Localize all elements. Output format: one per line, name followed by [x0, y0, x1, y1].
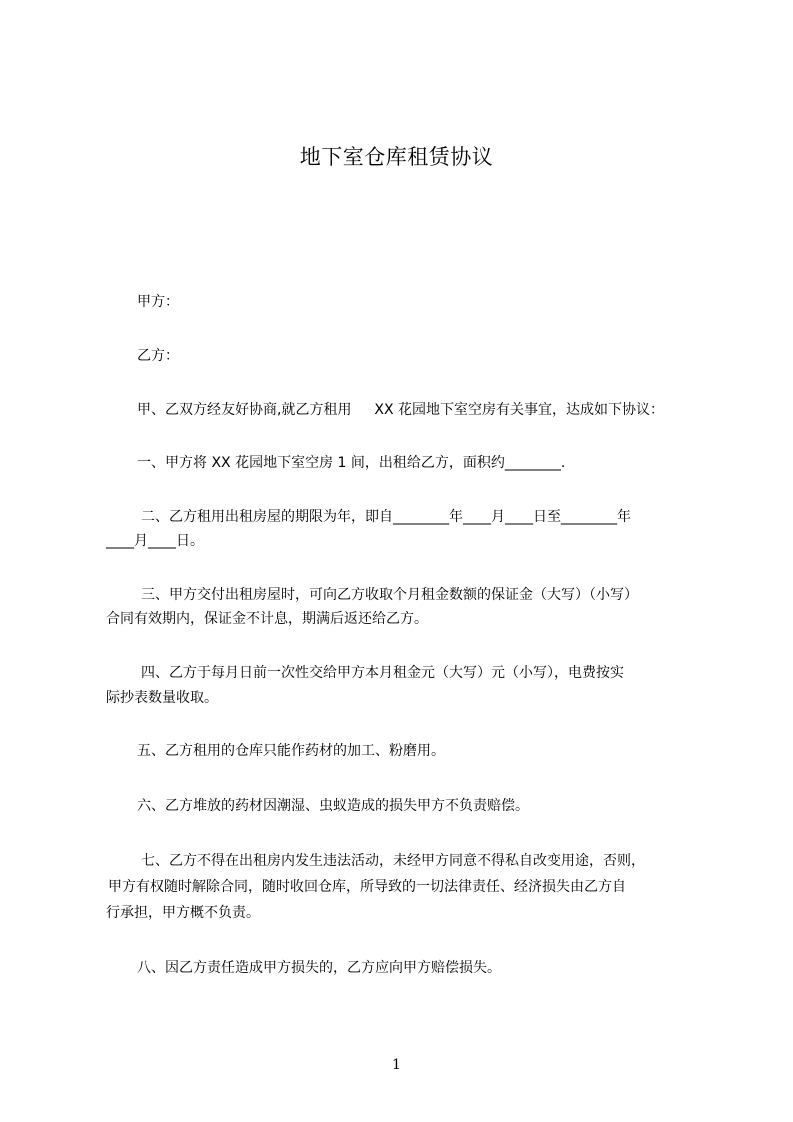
- clause-1-line-1: 一、甲方将 XX 花园地下室空房 1 间，出租给乙方，面积约________.: [137, 455, 566, 471]
- clause-2-line-2: ____月____日。: [106, 533, 204, 549]
- clause-4-line-2: 际抄表数量收取。: [106, 690, 218, 706]
- party-a-label: 甲方：: [137, 294, 179, 310]
- page-number: 1: [392, 1057, 401, 1073]
- clause-2-line-1: 二、乙方租用出租房屋的期限为年，即自________年____月____日至________年: [141, 509, 631, 525]
- document-title: 地下室仓库租赁协议: [299, 145, 494, 169]
- clause-3-line-2: 合同有效期内，保证金不计息，期满后返还给乙方。: [106, 611, 428, 627]
- clause-7-line-3: 行承担，甲方概不负责。: [106, 905, 260, 921]
- clause-7-line-1: 七、乙方不得在出租房内发生违法活动，未经甲方同意不得私自改变用途，否则，: [141, 853, 645, 869]
- preamble-text: 甲、乙双方经友好协商,就乙方租用 XX 花园地下室空房有关事宜，达成如下协议：: [137, 402, 664, 418]
- party-b-label: 乙方：: [137, 348, 179, 364]
- clause-4-line-1: 四、乙方于每月日前一次性交给甲方本月租金元（大写）元（小写），电费按实: [141, 665, 624, 681]
- clause-6-line-1: 六、乙方堆放的药材因潮湿、虫蚁造成的损失甲方不负责赔偿。: [137, 798, 529, 814]
- clause-3-line-1: 三、甲方交付出租房屋时，可向乙方收取个月租金数额的保证金（大写）（小写）: [141, 587, 638, 603]
- clause-5-line-1: 五、乙方租用的仓库只能作药材的加工、粉磨用。: [137, 743, 445, 759]
- clause-8-line-1: 八、因乙方责任造成甲方损失的，乙方应向甲方赔偿损失。: [137, 960, 501, 976]
- clause-7-line-2: 甲方有权随时解除合同，随时收回仓库，所导致的一切法律责任、经济损失由乙方自: [108, 879, 626, 895]
